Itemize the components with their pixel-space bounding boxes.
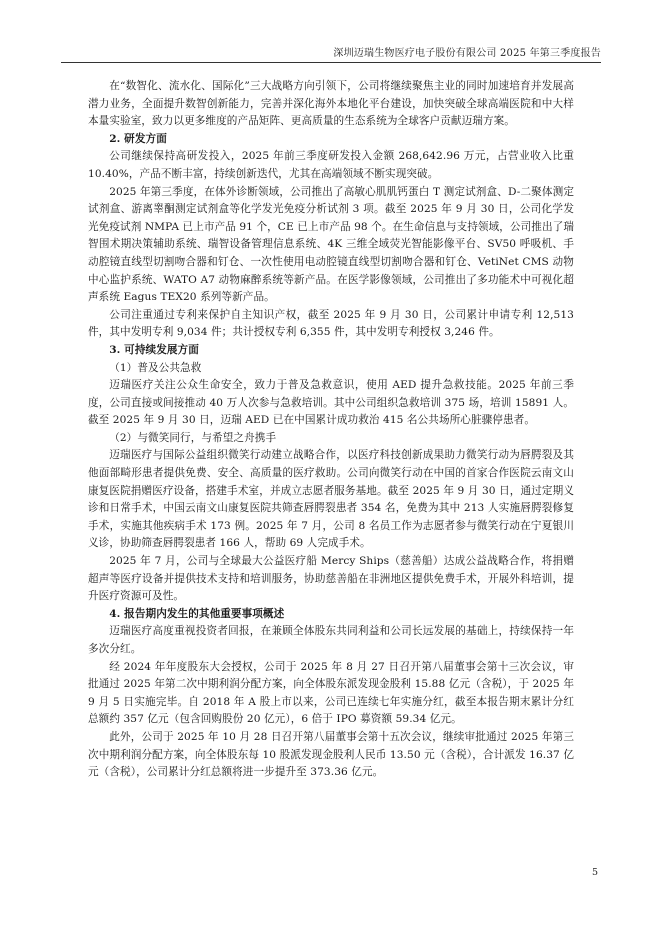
dividend-third-interim-paragraph: 此外，公司于 2025 年 10 月 28 日召开第八届董事会第十五次会议，继续审批通过 2025 年第三次中期利润分配方案，向全体股东每 10 股派发现金股利人民币 13.50 元（含税），合计派发 16.37 亿元（含税），公司累计分红总额将进一步提升至 373.36 亿元。 — [88, 730, 574, 779]
page-header-title: 深圳迈瑞生物医疗电子股份有限公司 2025 年第三季度报告 — [333, 48, 601, 59]
first-aid-paragraph: 迈瑞医疗关注公众生命安全，致力于普及急救意识，使用 AED 提升急救技能。2025 年前三季度，公司直接或间接推动 40 万人次参与急救培训。其中公司组织急救培训 375 场，培训 15891 人。截至 2025 年 9 月 30 日，迈瑞 AED 已在中国累计成功救治 415 名公共场所心脏骤停患者。 — [88, 379, 574, 427]
dividend-second-interim-paragraph: 经 2024 年年度股东大会授权，公司于 2025 年 8 月 27 日召开第八届董事会第十三次会议，审批通过 2025 年第二次中期利润分配方案，向全体股东派发现金股利 15.88 亿元（含税），于 2025 年 9 月 5 日实施完毕。自 2018 年 A 股上市以来，公司已连续七年实施分红，截至本报告期末累计分红总额约 357 亿元（包含回购股份 20 亿元），6 倍于 IPO 募资额 59.34 亿元。 — [88, 660, 574, 726]
section-heading-sustainability: 3. 可持续发展方面 — [109, 343, 199, 356]
header-divider — [61, 62, 601, 63]
smile-paragraph: 迈瑞医疗与国际公益组织微笑行动建立战略合作，以医疗科技创新成果助力微笑行动为唇腭裂及其他面部畸形患者提供免费、安全、高质量的医疗救助。公司向微笑行动在中国的首家合作医院云南文山康复医院捐赠医疗设备，搭建手术室，并成立志愿者服务基地。截至 2025 年 9 月 30 日，通过定期义诊和日常手术，中国云南文山康复医院共筛查唇腭裂患者 354 名，免费为其中 213 人实施唇腭裂修复手术，实施其他疾病手术 173 例。2025 年 7 月，公司 8 名员工作为志愿者参与微笑行动在宁夏银川义诊，协助筛查唇腭裂患者 166 人，帮助 69 人完成手术。 — [88, 449, 574, 550]
subheading-first-aid: （1）普及公共急救 — [109, 361, 202, 374]
intro-paragraph: 在“数智化、流水化、国际化”三大战略方向引领下，公司将继续聚焦主业的同时加速培育并发展高潜力业务，全面提升数智创新能力，完善并深化海外本地化平台建设，加快突破全球高端医院和中大样本量实验室，致力以更多维度的产品矩阵、更高质量的生态系统为全球客户贡献迈瑞方案。 — [88, 80, 574, 128]
rd-paragraph-patents: 公司注重通过专利来保护自主知识产权，截至 2025 年 9 月 30 日，公司累计申请专利 12,513 件，其中发明专利 9,034 件；共计授权专利 6,355 件，其中发明专利授权 3,246 件。 — [88, 308, 574, 339]
rd-paragraph-investment: 公司继续保持高研发投入，2025 年前三季度研发投入金额 268,642.96 万元，占营业收入比重 10.40%，产品不断丰富，持续创新迭代，尤其在高端领域不断实现突破。 — [88, 150, 574, 180]
subheading-smile: （2）与微笑同行，与希望之舟携手 — [109, 431, 277, 444]
mercy-ships-paragraph: 2025 年 7 月，公司与全球最大公益医疗船 Mercy Ships（慈善船）达成公益战略合作，将捐赠超声等医疗设备并提供技术支持和培训服务，协助慈善船在非洲地区提供免费手术，开展外科培训，提升医疗资源可及性。 — [88, 555, 574, 603]
report-body — [88, 78, 574, 782]
page-number: 5 — [591, 867, 598, 878]
section-heading-rd: 2. 研发方面 — [109, 132, 167, 145]
section-heading-other-matters: 4. 报告期内发生的其他重要事项概述 — [109, 607, 285, 620]
rd-paragraph-products: 2025 年第三季度，在体外诊断领域，公司推出了高敏心肌肌钙蛋白 T 测定试剂盒、D-二聚体测定试剂盒、游离睾酮测定试剂盒等化学发光免疫分析试剂 3 项。截至 2025 年 9 月 30 日，公司化学发光免疫试剂 NMPA 已上市产品 91 个，CE 已上市产品 98 个。在生命信息与支持领域，公司推出了瑞智围术期决策辅助系统、瑞智设备管理信息系统、4K 三维全域荧光智能影像平台、SV50 呼吸机、手动腔镜直线型切割吻合器和钉仓、一次性使用电动腔镜直线型切割吻合器和钉仓、VetiNet CMS 动物中心监护系统、WATO A7 动物麻醉系统等新产品。在医学影像领域，公司推出了多功能术中可视化超声系统 Eagus TEX20 系列等新产品。 — [88, 185, 574, 304]
dividend-intro-paragraph: 迈瑞医疗高度重视投资者回报，在兼顾全体股东共同利益和公司长远发展的基础上，持续保持一年多次分红。 — [88, 625, 574, 655]
